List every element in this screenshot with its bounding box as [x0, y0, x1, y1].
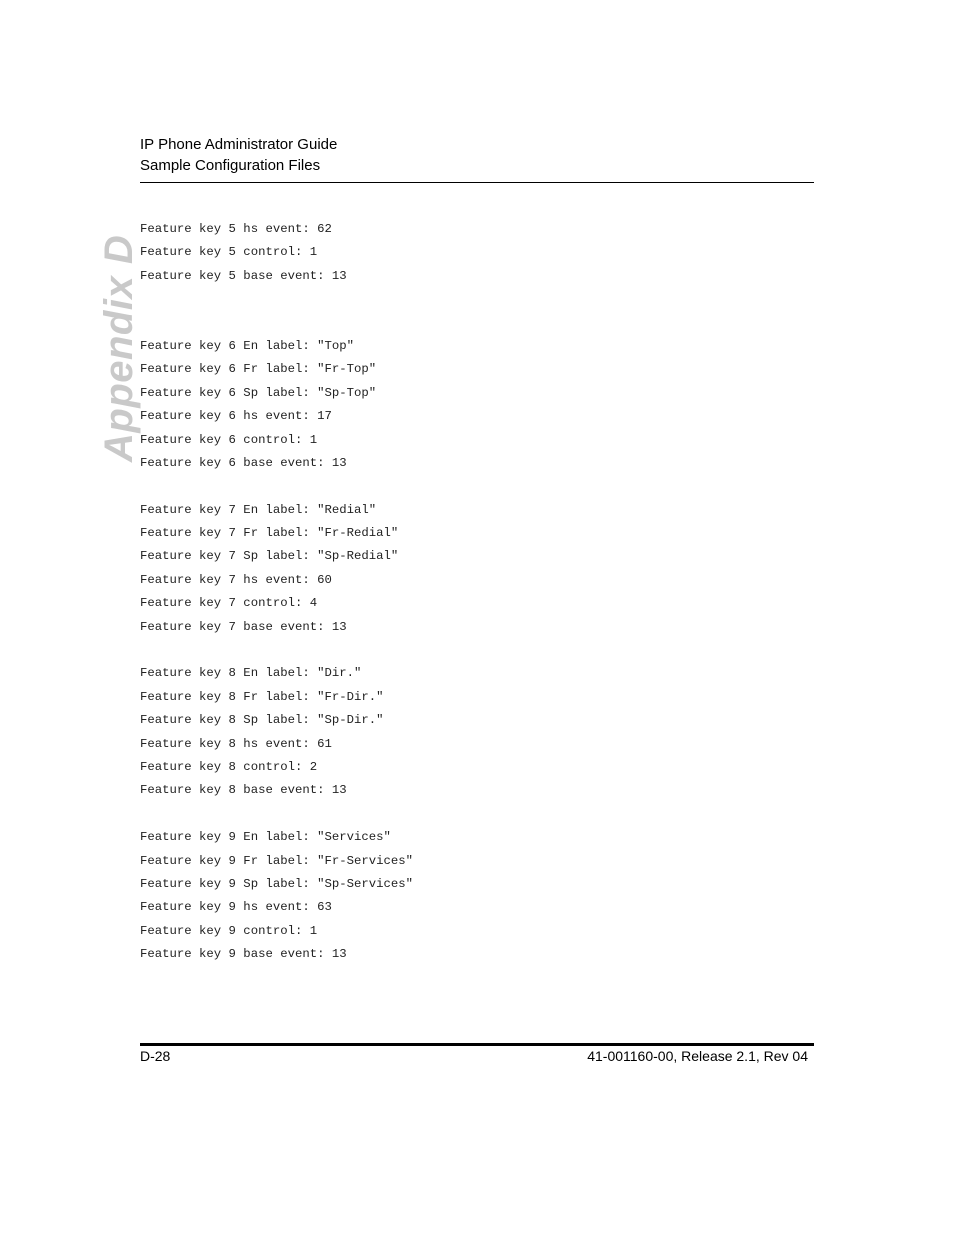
- config-line: Feature key 8 hs event: 61: [140, 736, 332, 751]
- config-line: Feature key 5 base event: 13: [140, 268, 347, 283]
- config-code-block: [140, 218, 413, 967]
- config-line: Feature key 6 hs event: 17: [140, 409, 332, 424]
- config-line: Feature key 9 base event: 13: [140, 947, 347, 962]
- blank-line: [140, 803, 413, 826]
- config-line: Feature key 9 Fr label: "Fr-Services": [140, 853, 414, 868]
- blank-line: [140, 639, 413, 662]
- blank-line: [140, 475, 413, 498]
- config-line: Feature key 8 Sp label: "Sp-Dir.": [140, 713, 384, 728]
- config-line: Feature key 8 control: 2: [140, 759, 318, 774]
- config-line: Feature key 5 hs event: 62: [140, 222, 332, 236]
- blank-line: [140, 288, 413, 311]
- appendix-side-tab: Appendix D: [97, 234, 141, 462]
- config-line: Feature key 7 base event: 13: [140, 619, 347, 634]
- config-line: Feature key 7 Sp label: "Sp-Redial": [140, 549, 399, 564]
- page-number: D-28: [140, 1048, 171, 1064]
- config-line: Feature key 9 hs event: 63: [140, 900, 332, 915]
- config-line: Feature key 8 En label: "Dir.": [140, 666, 362, 681]
- header-divider: [140, 182, 814, 183]
- config-line: Feature key 7 En label: "Redial": [140, 502, 377, 517]
- config-line: Feature key 8 Fr label: "Fr-Dir.": [140, 689, 384, 704]
- running-header: [140, 134, 814, 176]
- config-line: Feature key 6 Sp label: "Sp-Top": [140, 385, 377, 400]
- footer-divider: [140, 1043, 814, 1046]
- config-line: Feature key 9 Sp label: "Sp-Services": [140, 876, 414, 891]
- section-title: Sample Configuration Files: [140, 157, 321, 174]
- config-line: Feature key 7 hs event: 60: [140, 572, 332, 587]
- config-line: Feature key 6 En label: "Top": [140, 338, 355, 353]
- config-line: Feature key 8 base event: 13: [140, 783, 347, 798]
- config-line: Feature key 5 control: 1: [140, 245, 318, 260]
- config-line: Feature key 9 En label: "Services": [140, 830, 391, 845]
- config-line: Feature key 6 base event: 13: [140, 455, 347, 470]
- config-line: Feature key 7 Fr label: "Fr-Redial": [140, 526, 399, 541]
- document-id: 41-001160-00, Release 2.1, Rev 04: [587, 1048, 808, 1064]
- document-title: IP Phone Administrator Guide: [140, 136, 338, 153]
- config-line: Feature key 7 control: 4: [140, 596, 318, 611]
- config-line: Feature key 6 Fr label: "Fr-Top": [140, 362, 377, 377]
- blank-line: [140, 312, 413, 335]
- config-line: Feature key 9 control: 1: [140, 923, 318, 938]
- config-line: Feature key 6 control: 1: [140, 432, 318, 447]
